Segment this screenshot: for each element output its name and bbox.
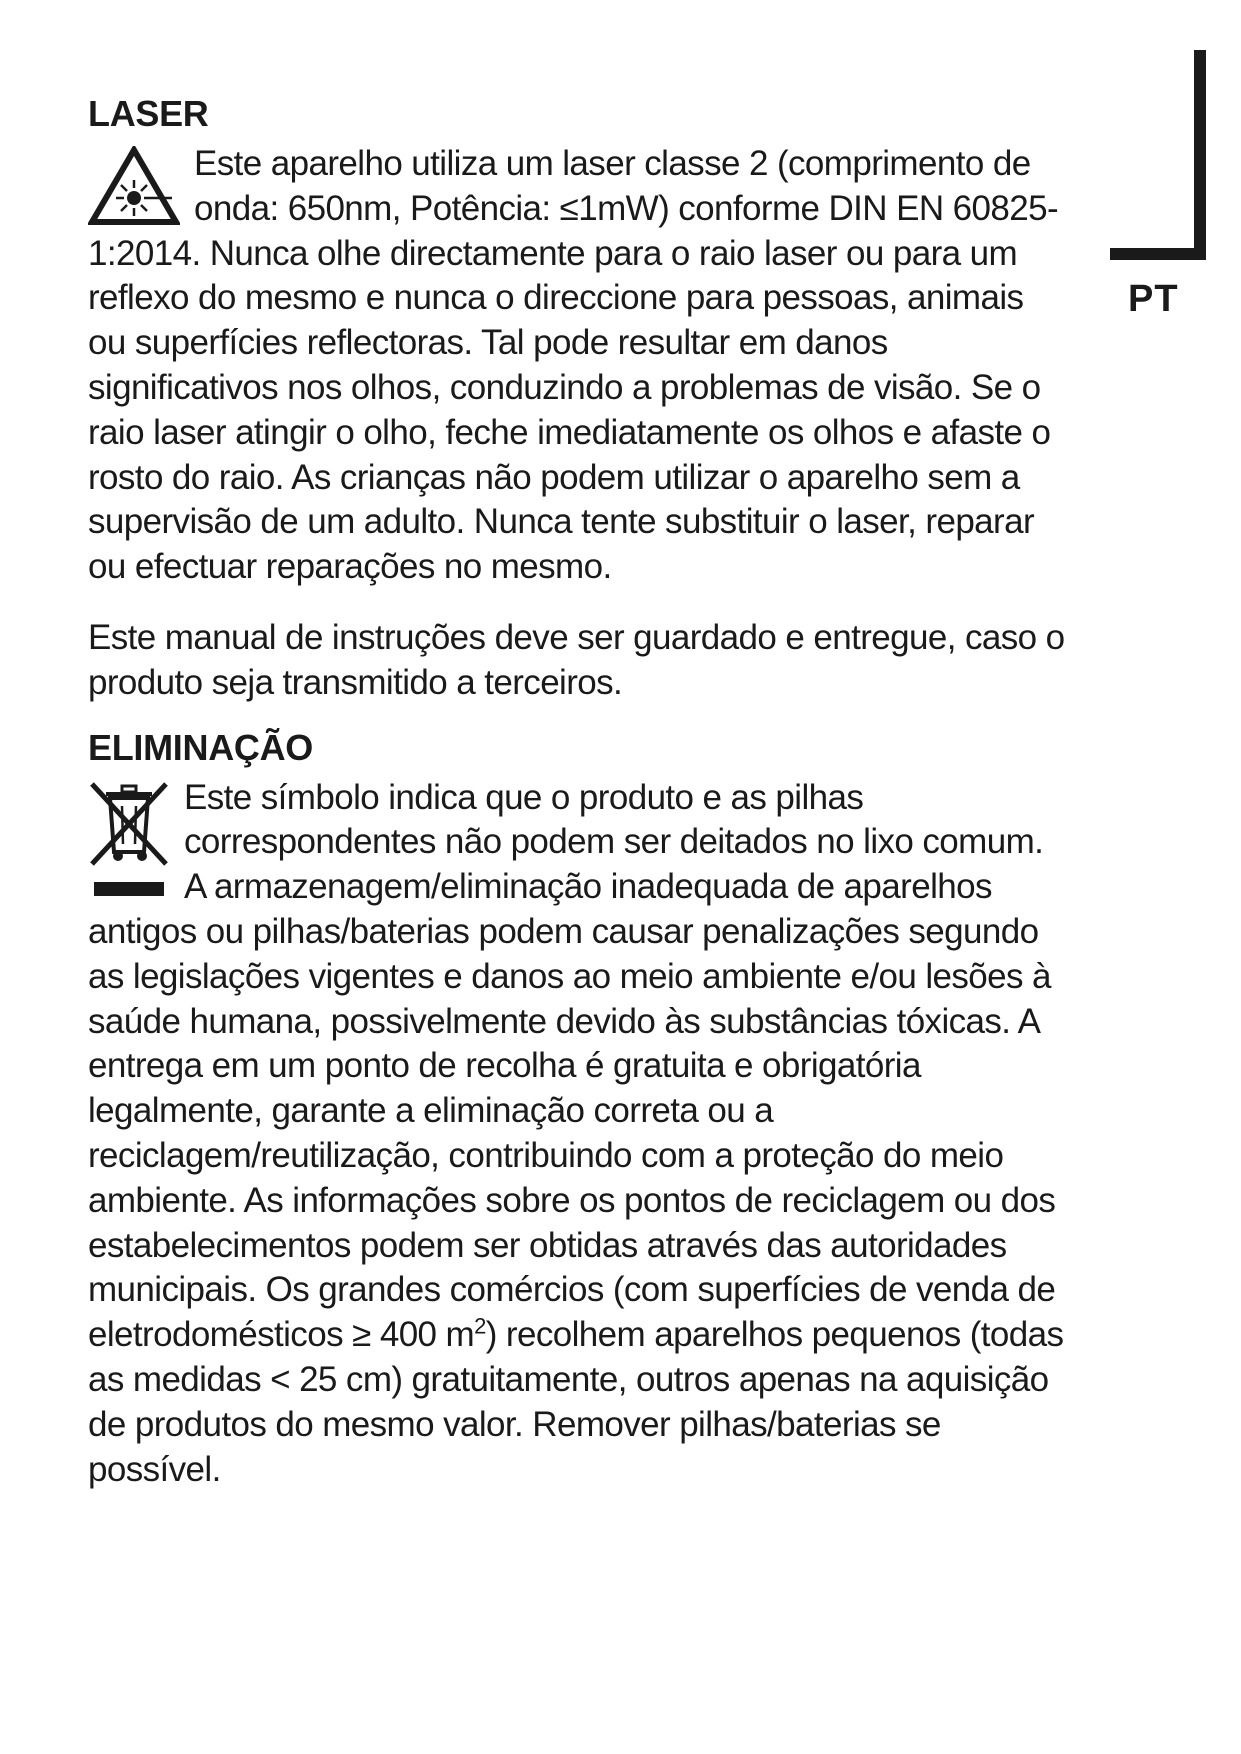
corner-mark <box>1110 50 1206 260</box>
crossed-out-bin-icon <box>88 780 170 898</box>
disposal-heading: ELIMINAÇÃO <box>88 726 313 768</box>
disposal-paragraph-block <box>88 776 1068 1493</box>
laser-heading: LASER <box>88 93 209 134</box>
language-tab-label: PT <box>1128 278 1179 320</box>
laser-paragraph: Este aparelho utiliza um laser classe 2 (comprimento de onda: 650nm, Potência: ≤1mW) conforme DIN EN 60825-1:2014. Nunca olhe directamente para o raio laser ou para um reflexo do mesmo e nunca o direccione para pessoas, animais ou superfícies reflectoras. Tal pode resultar em danos significativos nos olhos, conduzindo a problemas de visão. Se o raio laser atingir o olho, feche imediatamente os olhos e afaste o rosto do raio. As crianças não podem utilizar o aparelho sem a supervisão de um adulto. Nunca tente substituir o laser, reparar ou efectuar reparações no mesmo. <box>88 144 1059 587</box>
main-content <box>88 92 1068 1492</box>
laser-warning-icon <box>88 146 180 226</box>
laser-paragraph-block <box>88 142 1068 590</box>
disposal-paragraph: Este símbolo indica que o produto e as pilhas correspondentes não podem ser deitados no lixo comum. A armazenagem/eliminação inadequada de aparelhos antigos ou pilhas/baterias podem causar penalizações segundo as legislações vigentes e danos ao meio ambiente e/ou lesões à saúde humana, possivelmente devido às substâncias tóxicas. A entrega em um ponto de recolha é gratuita e obrigatória legalmente, garante a eliminação correta ou a reciclagem/reutilização, contribuindo com a proteção do meio ambiente. As informações sobre os pontos de reciclagem ou dos estabelecimentos podem ser obtidas através das autoridades municipais. Os grandes comércios (com superfícies de venda de eletrodomésticos ≥ 400 m <box>88 777 1056 1355</box>
superscript-2: 2 <box>474 1313 486 1339</box>
manual-note-paragraph: Este manual de instruções deve ser guardado e entregue, caso o produto seja transmitido a terceiros. <box>88 617 1065 702</box>
disposal-paragraph-end: ) recolhem aparelhos pequenos (todas as medidas < 25 cm) gratuitamente, outros apenas na aquisição de produtos do mesmo valor. Remover pilhas/baterias se possível. <box>88 1315 1064 1489</box>
